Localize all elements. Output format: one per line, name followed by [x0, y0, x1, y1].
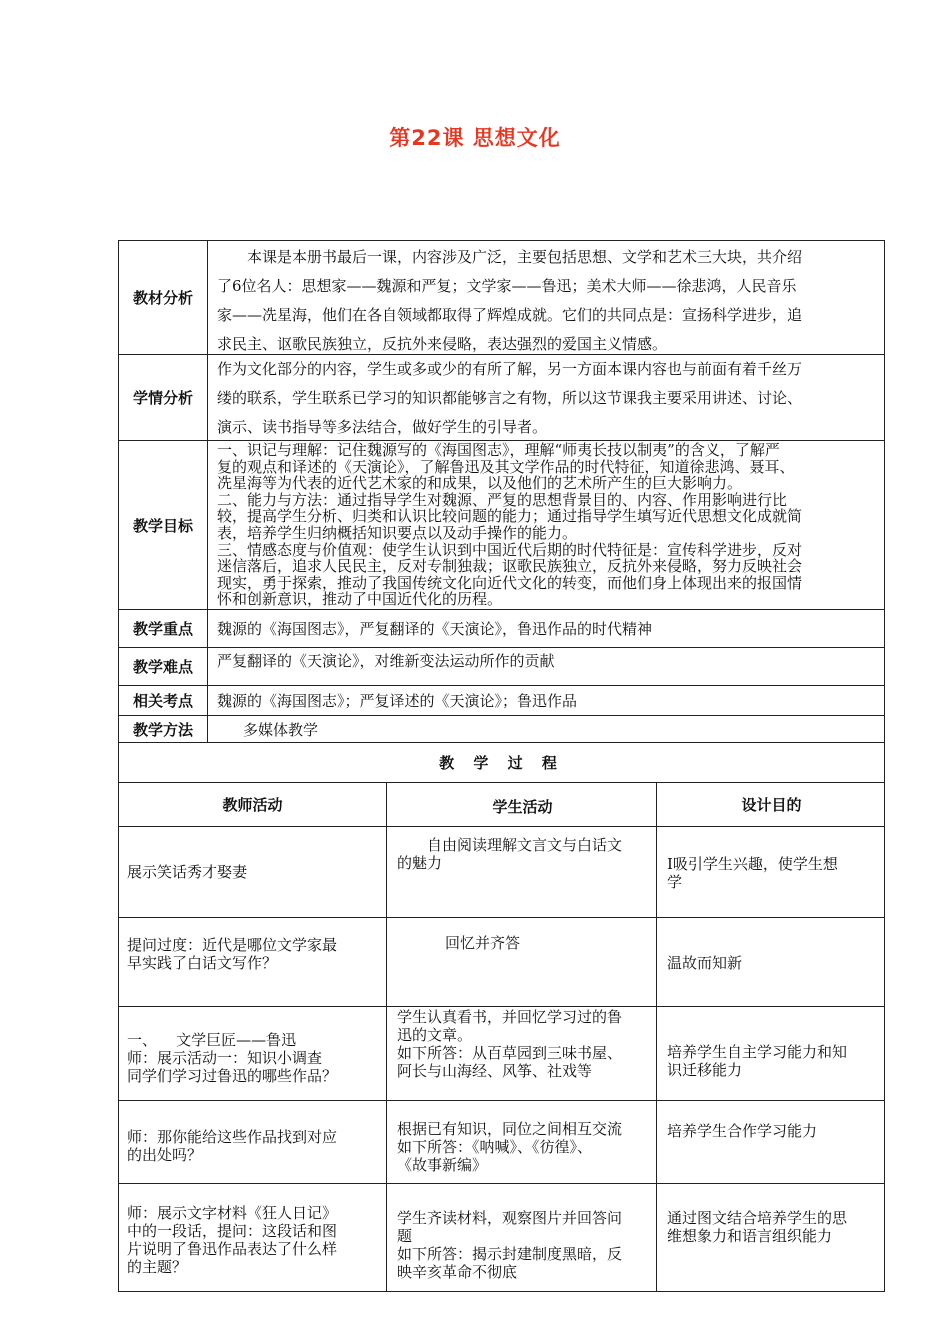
row-content [207, 610, 884, 647]
teacher-cell [119, 1101, 387, 1183]
text-line: 二、能力与方法：通过指导学生对魏源、严复的思想背景目的、内容、作用影响进行比 [217, 490, 788, 509]
text-line: 本课是本册书最后一课，内容涉及广泛，主要包括思想、文学和艺术三大块，共介绍 [247, 248, 803, 266]
process-title: 教 学 过 程 [439, 754, 564, 772]
info-row [119, 685, 884, 715]
text-line: 如下所答：从百草园到三味书屋、 [397, 1044, 623, 1062]
text-line: 片说明了鲁迅作品表达了什么样 [127, 1240, 338, 1258]
column-header-student: 学生活动 [387, 783, 657, 826]
teacher-cell [119, 1184, 387, 1291]
row-label: 教学方法 [119, 716, 208, 742]
process-row [119, 1100, 884, 1183]
text-line: 多媒体教学 [243, 721, 319, 739]
text-line: 如下所答：揭示封建制度黑暗，反 [397, 1245, 623, 1263]
text-line: 识迁移能力 [667, 1061, 743, 1079]
text-line: 怀和创新意识，推动了中国近代化的历程。 [217, 590, 503, 609]
text-line: 回忆并齐答 [445, 934, 521, 952]
text-line: 求民主、讴歌民族独立，反抗外来侵略，表达强烈的爱国主义情感。 [217, 335, 668, 353]
row-label: 教学难点 [119, 648, 208, 685]
text-line: 的魅力 [397, 854, 443, 872]
row-label: 相关考点 [119, 686, 208, 715]
student-cell [387, 1184, 657, 1291]
text-line: 温故而知新 [667, 954, 743, 972]
text-line: 中的一段话，提问：这段话和图 [127, 1222, 338, 1240]
text-line: 现实，勇于探索，推动了我国传统文化向近代文化的转变，而他们身上体现出来的报国情 [217, 573, 803, 592]
process-row [119, 826, 884, 917]
process-row [119, 1183, 884, 1291]
teacher-cell [119, 918, 387, 1006]
row-label: 学情分析 [119, 355, 208, 440]
purpose-cell [657, 1184, 884, 1291]
process-row [119, 1006, 884, 1100]
text-line: 阿长与山海经、风筝、社戏等 [397, 1062, 593, 1080]
info-row [119, 647, 884, 685]
row-content [207, 355, 884, 440]
text-line: 早实践了白话文写作？ [127, 954, 278, 972]
text-line: 映辛亥革命不彻底 [397, 1263, 518, 1281]
text-line: I吸引学生兴趣，使学生想 [667, 855, 838, 873]
text-line: 家——冼星海，他们在各自领域都取得了辉煌成就。它们的共同点是：宣扬科学进步，追 [217, 306, 803, 324]
lesson-plan-table [118, 240, 885, 1292]
text-line: 提问过度：近代是哪位文学家最 [127, 936, 338, 954]
text-line: 如下所答：《呐喊》、《彷徨》、 [397, 1138, 593, 1156]
text-line: 的出处吗？ [127, 1146, 203, 1164]
text-line: 的主题？ [127, 1258, 188, 1276]
process-row [119, 917, 884, 1006]
text-line: 维想象力和语言组织能力 [667, 1227, 833, 1245]
row-content [207, 686, 884, 715]
text-line: 较，提高学生分析、归类和认识比较问题的能力；通过指导学生填写近代思想文化成就简 [217, 507, 803, 526]
text-line: 同学们学习过鲁迅的哪些作品？ [127, 1067, 338, 1085]
text-line: 魏源的《海国图志》，严复翻译的《天演论》，鲁迅作品的时代精神 [217, 620, 653, 638]
process-header-row [119, 782, 884, 826]
text-line: 复的观点和译述的《天演论》，了解鲁迅及其文学作品的时代特征，知道徐悲鸿、聂耳、 [217, 457, 795, 476]
student-cell [387, 1007, 657, 1100]
info-row [119, 354, 884, 440]
text-line: 迅的文章。 [397, 1026, 473, 1044]
text-line: 缕的联系，学生联系已学习的知识都能够言之有物，所以这节课我主要采用讲述、讨论、 [217, 389, 803, 407]
text-line: 演示、读书指导等多法结合，做好学生的引导者。 [217, 418, 548, 436]
info-row [119, 715, 884, 742]
text-line: 一、识记与理解：记住魏源写的《海国图志》，理解“师夷长技以制夷”的含义，了解严 [217, 441, 780, 459]
row-content [207, 716, 884, 742]
row-content [207, 241, 884, 354]
text-line: 作为文化部分的内容，学生或多或少的有所了解，另一方面本课内容也与前面有着千丝万 [217, 360, 803, 378]
text-line: 冼星海等为代表的近代艺术家的和成果，以及他们的艺术所产生的巨大影响力。 [217, 474, 743, 493]
row-label: 教材分析 [119, 241, 208, 354]
info-row [119, 241, 884, 354]
text-line: 严复翻译的《天演论》，对维新变法运动所作的贡献 [217, 652, 555, 670]
text-line: 一、 文学巨匠——鲁迅 [127, 1031, 297, 1049]
row-label: 教学目标 [119, 441, 208, 609]
text-line: 《故事新编》 [397, 1156, 488, 1174]
info-row [119, 440, 884, 609]
text-line: 培养学生自主学习能力和知 [667, 1043, 848, 1061]
purpose-cell [657, 918, 884, 1006]
text-line: 题 [397, 1227, 413, 1245]
text-line: 师：展示活动一：知识小调查 [127, 1049, 323, 1067]
text-line: 学 [667, 873, 683, 891]
purpose-cell [657, 1007, 884, 1100]
text-line: 培养学生合作学习能力 [667, 1122, 818, 1140]
column-header-teacher: 教师活动 [119, 783, 387, 826]
text-line: 展示笑话秀才娶妻 [127, 863, 248, 881]
student-cell [387, 827, 657, 917]
text-line: 师：展示文字材料《狂人日记》 [127, 1204, 338, 1222]
text-line: 学生齐读材料，观察图片并回答问 [397, 1209, 623, 1227]
text-line: 师：那你能给这些作品找到对应 [127, 1128, 338, 1146]
column-header-purpose: 设计目的 [741, 795, 802, 814]
student-cell [387, 1101, 657, 1183]
info-row [119, 609, 884, 647]
student-cell [387, 918, 657, 1006]
text-line: 迷信落后，追求人民民主，反对专制独裁；讴歌民族独立，反抗外来侵略，努力反映社会 [217, 557, 803, 576]
row-label: 教学重点 [119, 610, 208, 647]
purpose-cell [657, 1101, 884, 1183]
row-content [207, 648, 884, 685]
text-line: 了6位名人：思想家——魏源和严复；文学家——鲁迅；美术大师——徐悲鸿，人民音乐 [217, 277, 797, 295]
process-title-row [119, 742, 884, 782]
text-line: 学生认真看书，并回忆学习过的鲁 [397, 1008, 623, 1026]
teacher-cell [119, 1007, 387, 1100]
teacher-cell [119, 827, 387, 917]
text-line: 自由阅读理解文言文与白话文 [427, 836, 623, 854]
text-line: 通过图文结合培养学生的思 [667, 1209, 848, 1227]
purpose-cell [657, 827, 884, 917]
text-line: 表，培养学生归纳概括知识要点以及动手操作的能力。 [217, 523, 578, 542]
text-line: 根据已有知识，同位之间相互交流 [397, 1120, 623, 1138]
text-line: 三、情感态度与价值观：使学生认识到中国近代后期的时代特征是：宣传科学进步，反对 [217, 540, 803, 559]
page-title: 第22课 思想文化 [389, 126, 561, 150]
text-line: 魏源的《海国图志》；严复译述的《天演论》；鲁迅作品 [217, 692, 578, 710]
row-content [207, 441, 884, 609]
